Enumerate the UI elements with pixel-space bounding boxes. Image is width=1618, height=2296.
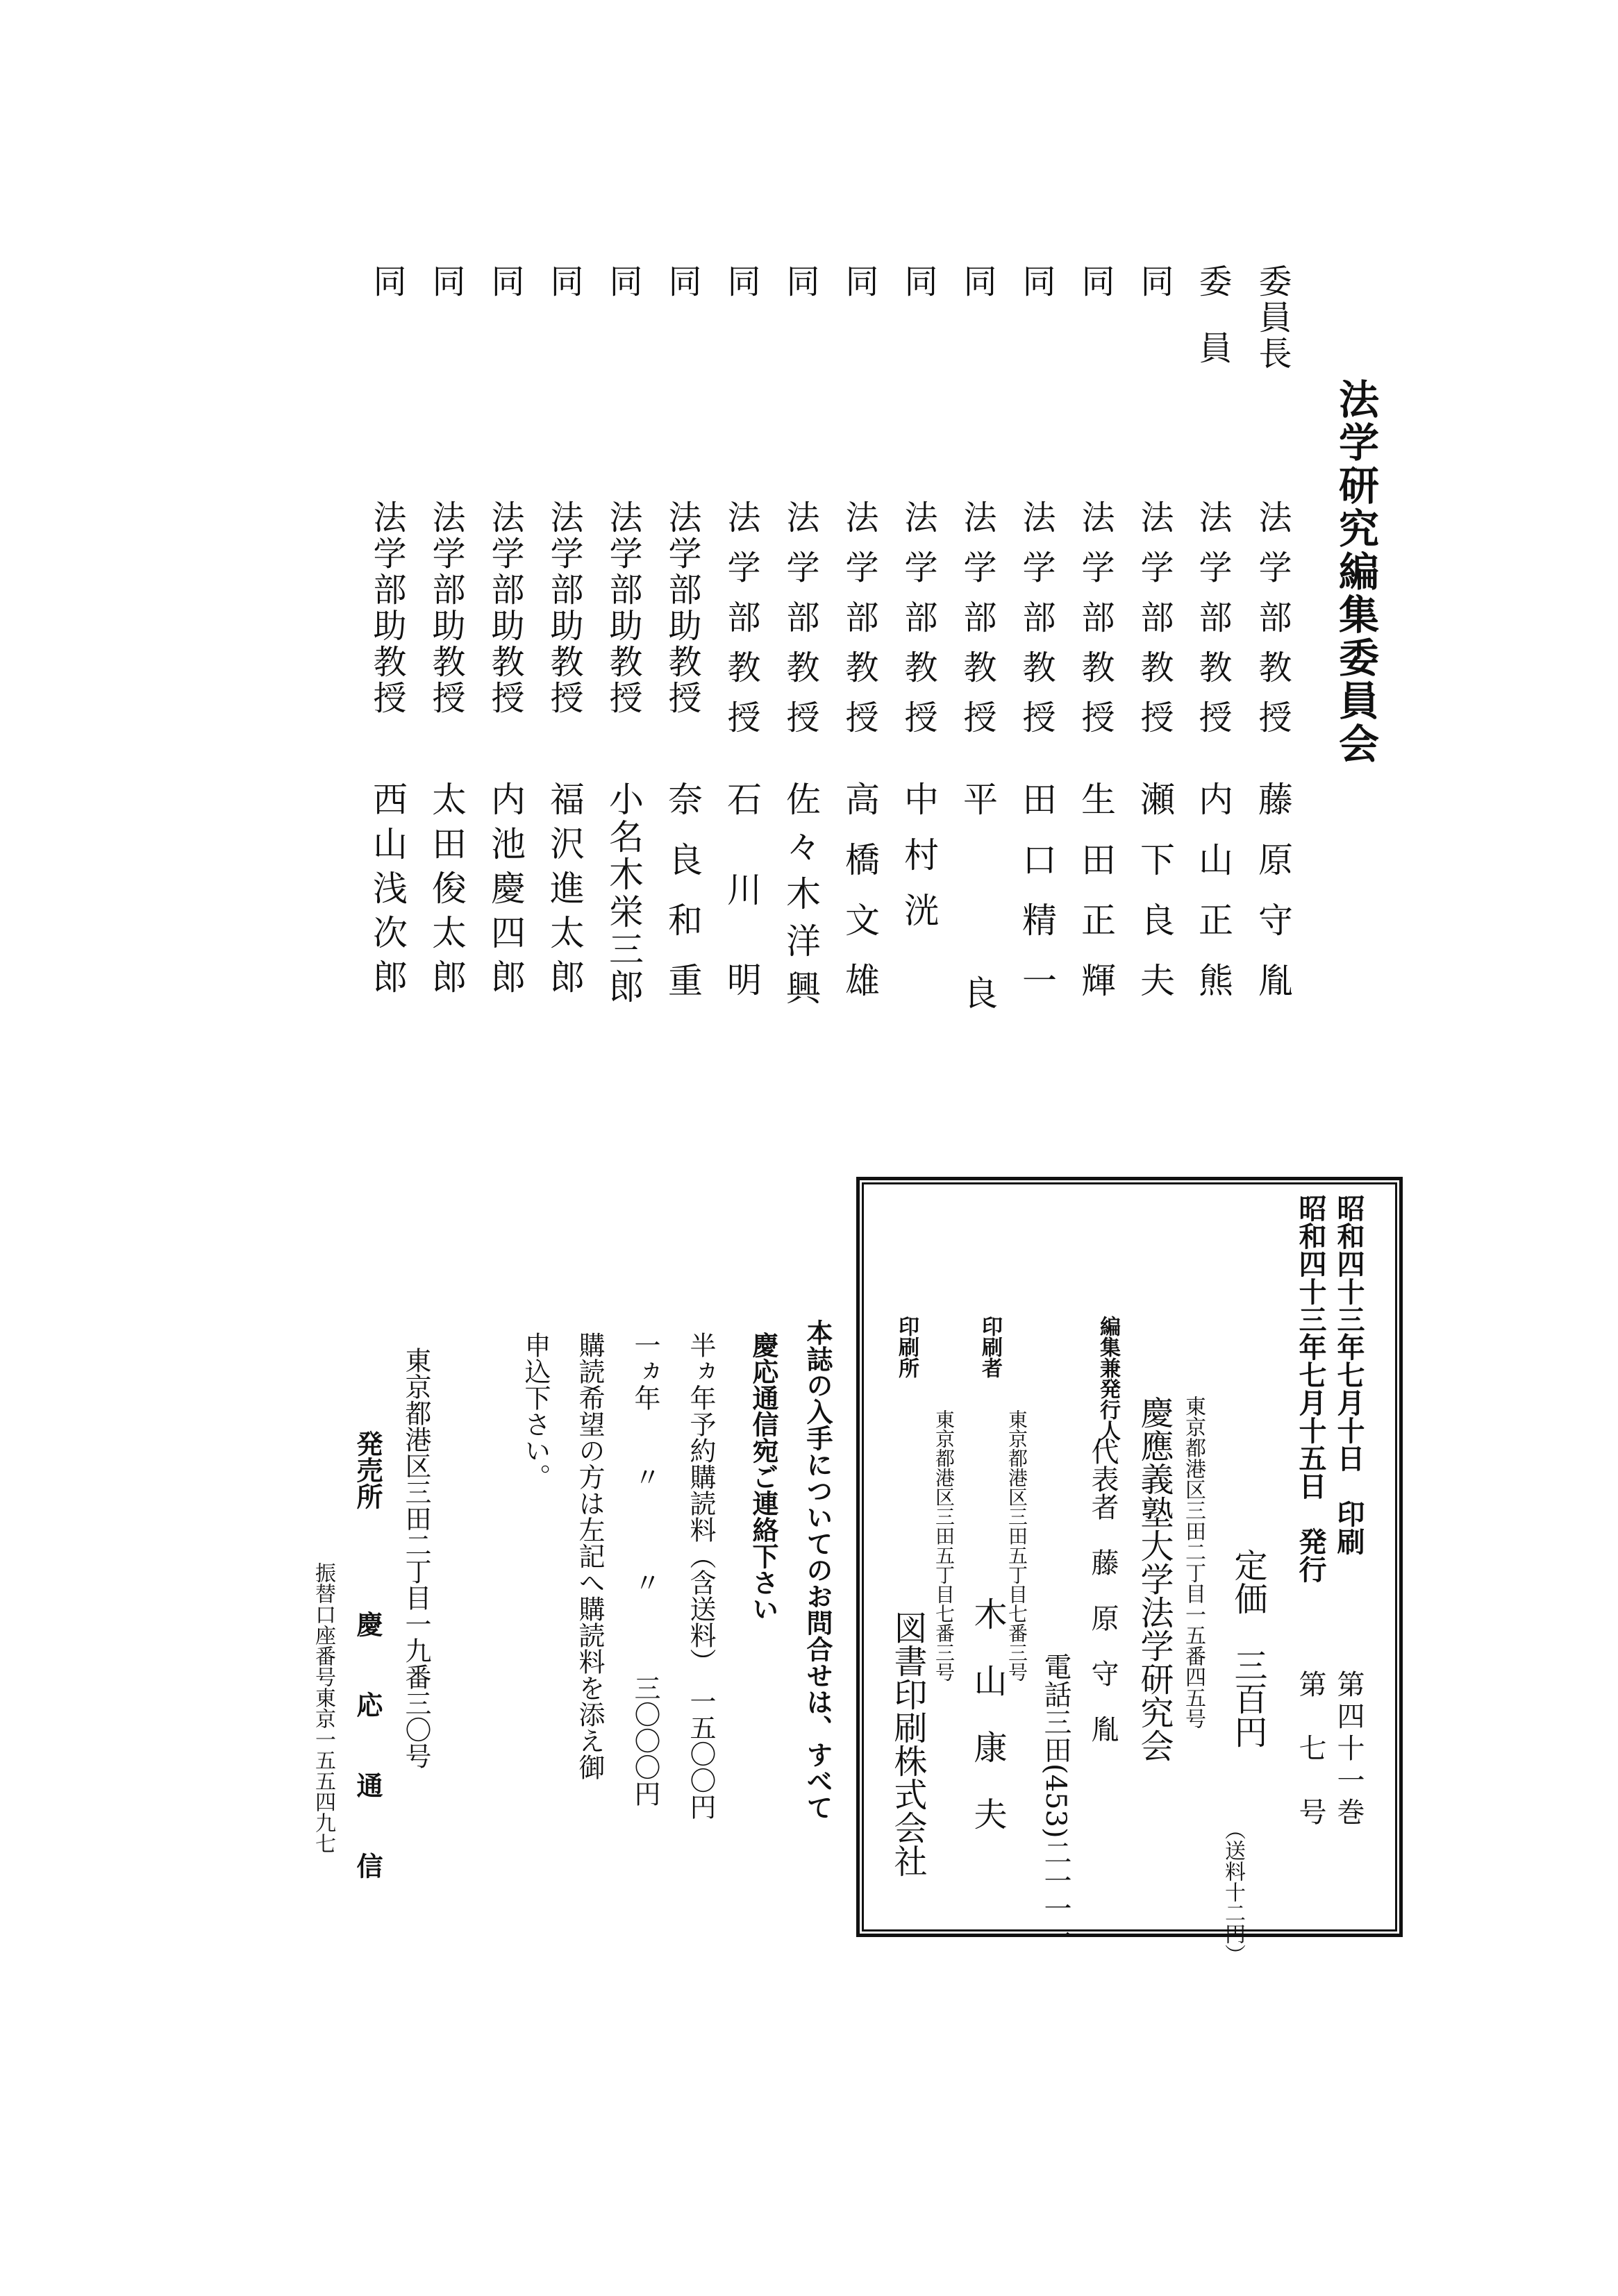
editor-label: 編集兼発行人 [1096,1316,1120,1441]
committee-member [603,264,662,1055]
member-role: 同 [544,264,583,300]
member-title: 法学部教授 [958,500,996,750]
sales-address: 東京都港区三田二丁目一九番三〇号 [401,1347,431,1769]
committee-member [783,264,839,1055]
editor-address: 東京都港区三田二丁目一五番四五号 [1181,1396,1206,1729]
member-role: 同 [1017,264,1056,300]
member-name: 瀬下良夫 [1135,781,1175,1023]
committee-member [1193,264,1251,1055]
member-title: 法学部教授 [899,500,937,750]
volume: 第四十一巻 [1333,1670,1365,1829]
member-role: 同 [426,264,465,300]
member-name: 太田俊太郎 [426,781,467,1003]
member-role: 委員長 [1253,264,1292,372]
representative: 代表者 藤 原 守 胤 [1087,1437,1119,1743]
member-title: 法学部教授 [1135,500,1174,750]
member-name: 平良 [958,781,998,1168]
member-name: 生田正輝 [1076,781,1116,1023]
member-title: 法学部助教授 [485,500,524,717]
member-title: 法学部助教授 [603,500,642,717]
committee-member [426,264,485,1055]
member-title: 法学部教授 [781,500,819,750]
member-name: 小名木栄三郎 [603,781,644,1006]
printer-address: 東京都港区三田五丁目七番三号 [1006,1409,1028,1682]
committee-member [724,264,780,1055]
notes-line: 慶応通信宛ご連絡下さい [748,1332,779,1622]
member-title: 法学部教授 [840,500,878,750]
member-name: 中村洸 [899,781,939,948]
member-name: 高橋文雄 [840,781,880,1023]
issue-number: 第 七 号 [1294,1670,1326,1829]
member-title: 法学部助教授 [544,500,583,717]
committee-member [544,264,603,1055]
member-role: 同 [1135,264,1174,300]
printshop-label: 印刷所 [894,1316,919,1378]
committee-member [367,264,426,1055]
notes-line: 半ヵ年予約購読料（含送料） 一五〇〇円 [685,1332,716,1820]
member-role: 同 [662,264,701,300]
member-name: 内池慶四郎 [485,781,526,1003]
member-name: 田口精一 [1017,781,1057,1023]
committee-member [1137,264,1193,1055]
member-name: 内山正熊 [1193,781,1233,1023]
printed-date: 昭和四十三年七月十日 印刷 [1333,1194,1365,1555]
published-date: 昭和四十三年七月十五日 発行 [1294,1194,1327,1583]
member-name: 石川明 [722,781,762,1052]
printer-label: 印刷者 [978,1316,1002,1378]
member-name: 藤原守胤 [1253,781,1293,1023]
member-title: 法学部教授 [1017,500,1056,750]
price: 定価 三百円 [1228,1548,1267,1748]
member-role: 同 [722,264,760,300]
notes-line: 本誌の入手についてのお問合せは、すべて [802,1319,833,1820]
editor-organization: 慶應義塾大学法学研究会 [1135,1396,1174,1762]
member-title: 法学部助教授 [367,500,406,717]
member-role: 委 員 [1193,264,1232,364]
sales-account: 振替口座番号東京一五五四九七 [311,1562,335,1854]
notes-line: 一ヵ年 〃 〃 三〇〇〇円 [630,1332,660,1807]
phone: 電話三田(453)二一一一 [1040,1652,1071,1950]
notes-line: 申込下さい。 [520,1332,551,1490]
member-role: 同 [781,264,819,300]
printshop-address: 東京都港区三田五丁目七番三号 [933,1409,956,1682]
member-role: 同 [603,264,642,300]
committee-member [1078,264,1134,1055]
member-title: 法学部教授 [1253,500,1292,750]
member-name: 佐々木洋興 [781,781,821,1017]
committee-member [1019,264,1075,1055]
postage: （送料十二円） [1221,1819,1245,1965]
member-role: 同 [899,264,937,300]
member-role: 同 [485,264,524,300]
committee-member [958,264,1016,1168]
member-name: 西山浅次郎 [367,781,408,1003]
member-role: 同 [958,264,996,300]
printer-name: 木 山 康 夫 [968,1597,1007,1830]
member-title: 法学部助教授 [426,500,465,717]
member-name: 福沢進太郎 [544,781,585,1003]
committee-member [842,264,898,1055]
committee-member [1253,264,1311,1055]
member-role: 同 [840,264,878,300]
printshop-name: 図書印刷株式会社 [888,1611,927,1877]
committee-member [901,264,957,1055]
member-name: 奈良和重 [662,781,703,1023]
committee-member [662,264,721,1055]
member-title: 法学部教授 [1076,500,1115,750]
notes-line: 購読希望の方は左記へ購読料を添え御 [574,1332,605,1780]
member-title: 法学部助教授 [662,500,701,717]
sales-label: 発売所 [352,1430,383,1509]
member-role: 同 [367,264,406,300]
sales-name: 慶 応 通 信 [352,1611,383,1893]
member-role: 同 [1076,264,1115,300]
member-title: 法学部教授 [1193,500,1232,750]
page-title: 法学研究編集委員会 [1332,378,1379,766]
member-title: 法学部教授 [722,500,760,750]
committee-member [485,264,544,1055]
